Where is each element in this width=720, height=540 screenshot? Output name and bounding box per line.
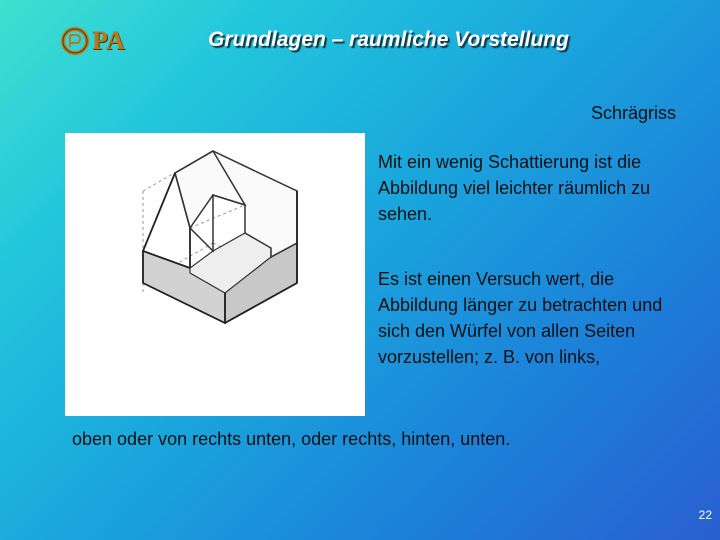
slide-subtitle: Schrägriss (590, 103, 676, 123)
paragraph-2: Es ist einen Versuch wert, die Abbildung länger zu betrachten und sich den Würfel von allen Seiten vorzustellen; z. B. von links, (378, 269, 663, 367)
slide-title: Grundlagen – raumliche Vorstellung (208, 28, 569, 51)
opa-logo-icon (60, 26, 90, 56)
oblique-drawing-figure (65, 133, 365, 416)
paragraph-1: Mit ein wenig Schattierung ist die Abbildung viel leichter räumlich zu sehen. (378, 152, 651, 224)
page-number: 22 (698, 508, 712, 522)
logo-text: PA (92, 26, 125, 55)
paragraph-2-continued: oben oder von rechts unten, oder rechts, hinten, unten. (72, 429, 511, 449)
logo (60, 26, 142, 56)
shaded-cube-drawing (65, 133, 365, 416)
